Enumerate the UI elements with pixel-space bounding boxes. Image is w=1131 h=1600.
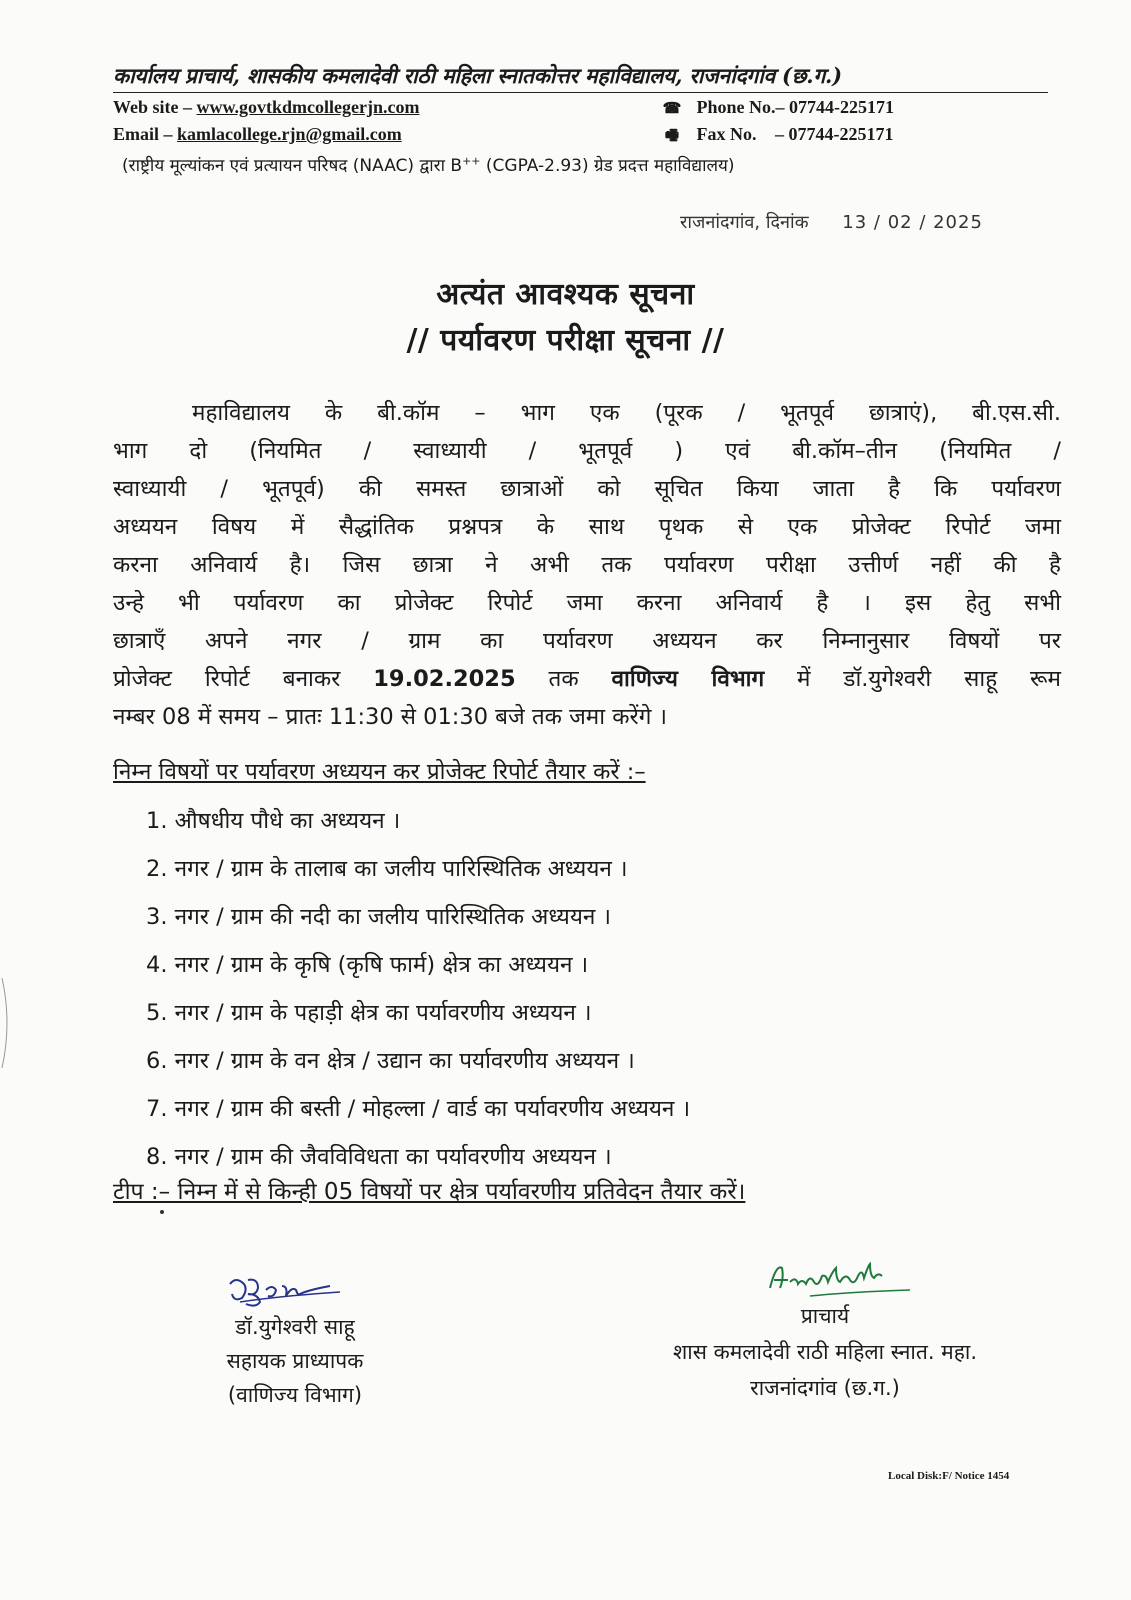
body-line-6: उन्हे भी पर्यावरण का प्रोजेक्ट रिपोर्ट जमा करना अनिवार्य है । इस हेतु सभी [113,590,1061,616]
phone-row [662,97,894,118]
body-line-2: भाग दो (नियमित / स्वाध्यायी / भूतपूर्व ) एवं बी.कॉम–तीन (नियमित / [113,438,1061,464]
header-divider [113,92,1048,93]
stray-dot [160,1210,164,1214]
submission-date: 19.02.2025 [373,666,516,692]
email-row [113,124,402,145]
email-link[interactable]: kamlacollege.rjn@gmail.com [177,124,402,144]
signatory-left-designation: सहायक प्राध्यापक [226,1349,364,1373]
body-line-3: स्वाध्यायी / भूतपूर्व) की समस्त छात्राओं को सूचित किया जाता है कि पर्यावरण [113,476,1061,502]
signatory-left-name: डॉ.युगेश्वरी साहू [235,1315,355,1339]
fax-icon: 🖷 [664,128,680,144]
fax-row [662,124,894,150]
signatory-left [200,1270,390,1412]
body-line-8-b: तक [515,666,612,692]
office-heading: कार्यालय प्राचार्य, शासकीय कमलादेवी राठी महिला स्नातकोत्तर महाविद्यालय, राजनांदगांव (छ.ग.) [113,63,842,88]
body-line-8-a: प्रोजेक्ट रिपोर्ट बनाकर [113,666,374,692]
list-item: 3. नगर / ग्राम की नदी का जलीय पारिस्थितिक अध्ययन । [146,904,612,930]
body-line-4: अध्ययन विषय में सैद्धांतिक प्रश्नपत्र के साथ पृथक से एक प्रोजेक्ट रिपोर्ट जमा [113,514,1061,540]
department-name: वाणिज्य विभाग [611,666,765,692]
topics-list [146,806,690,1190]
list-item: 2. नगर / ग्राम के तालाब का जलीय पारिस्थितिक अध्ययन । [146,856,628,882]
body-line-5: करना अनिवार्य है। जिस छात्रा ने अभी तक पर्यावरण परीक्षा उत्तीर्ण नहीं की है [113,552,1061,578]
topics-heading: निम्न विषयों पर पर्यावरण अध्ययन कर प्रोजेक्ट रिपोर्ट तैयार करें :– [113,759,646,785]
body-line-7: छात्राएँ अपने नगर / ग्राम का पर्यावरण अध्ययन कर निम्नानुसार विषयों पर [113,628,1061,654]
naac-text-rest: (CGPA-2.93) ग्रेड प्रदत्त महाविद्यालय) [480,156,735,176]
file-reference: Local Disk:F/ Notice 1454 [888,1470,1010,1482]
body-line-8 [113,664,1061,694]
page-edge-mark [0,978,12,1068]
note-line: टीप :– निम्न में से किन्ही 05 विषयों पर क्षेत्र पर्यावरणीय प्रतिवेदन तैयार करें। [113,1179,746,1205]
website-row [113,97,419,118]
dateline-place: राजनांदगांव, दिनांक [680,212,809,233]
list-item: 5. नगर / ग्राम के पहाड़ी क्षेत्र का पर्यावरणीय अध्ययन । [146,1000,592,1026]
notice-title: अत्यंत आवश्यक सूचना [436,277,695,312]
body-line-9: नम्बर 08 में समय – प्रातः 11:30 से 01:30 बजे तक जमा करेंगे । [113,704,668,730]
phone-label: Phone No.– [696,97,785,117]
list-item: 7. नगर / ग्राम की बस्ती / मोहल्ला / वार्ड का पर्यावरणीय अध्ययन । [146,1096,691,1122]
signatory-right [600,1258,1050,1406]
phone-number: 07744-225171 [789,97,895,117]
website-link[interactable]: www.govtkdmcollegerjn.com [196,97,420,117]
list-item: 6. नगर / ग्राम के वन क्षेत्र / उद्यान का पर्यावरणीय अध्ययन । [146,1048,635,1074]
dateline [680,210,983,234]
signature-scribble-right [600,1258,1050,1298]
website-label: Web site – [113,97,192,117]
handwritten-signature-left [200,1270,390,1310]
signature-scribble-left [200,1270,390,1310]
naac-accreditation [122,153,1052,176]
signatory-right-institution: शास कमलादेवी राठी महिला स्नात. महा. [673,1340,977,1364]
signatory-left-department: (वाणिज्य विभाग) [227,1383,363,1407]
email-label: Email – [113,124,173,144]
fax-number: – 07744-225171 [775,124,894,144]
naac-text: (राष्ट्रीय मूल्यांकन एवं प्रत्यायन परिषद (NAAC) द्वारा B [122,156,463,176]
fax-label: Fax No. [696,124,757,144]
notice-date: 13 / 02 / 2025 [842,212,983,233]
body-line-8-c: में डॉ.युगेश्वरी साहू रूम [764,666,1061,692]
notice-subtitle: // पर्यावरण परीक्षा सूचना // [406,323,725,358]
signatory-right-city: राजनांदगांव (छ.ग.) [750,1376,900,1400]
list-item: 8. नगर / ग्राम की जैवविविधता का पर्यावरणीय अध्ययन । [146,1144,612,1170]
telephone-icon: ☎ [662,101,682,117]
naac-grade-sup: ++ [462,154,481,168]
body-line-1: महाविद्यालय के बी.कॉम – भाग एक (पूरक / भूतपूर्व छात्राएं), बी.एस.सी. [192,400,1061,426]
handwritten-signature-right [600,1258,1050,1298]
list-item: 1. औषधीय पौधे का अध्ययन । [146,808,401,834]
signatory-right-designation: प्राचार्य [800,1304,850,1328]
list-item: 4. नगर / ग्राम के कृषि (कृषि फार्म) क्षेत्र का अध्ययन । [146,952,589,978]
